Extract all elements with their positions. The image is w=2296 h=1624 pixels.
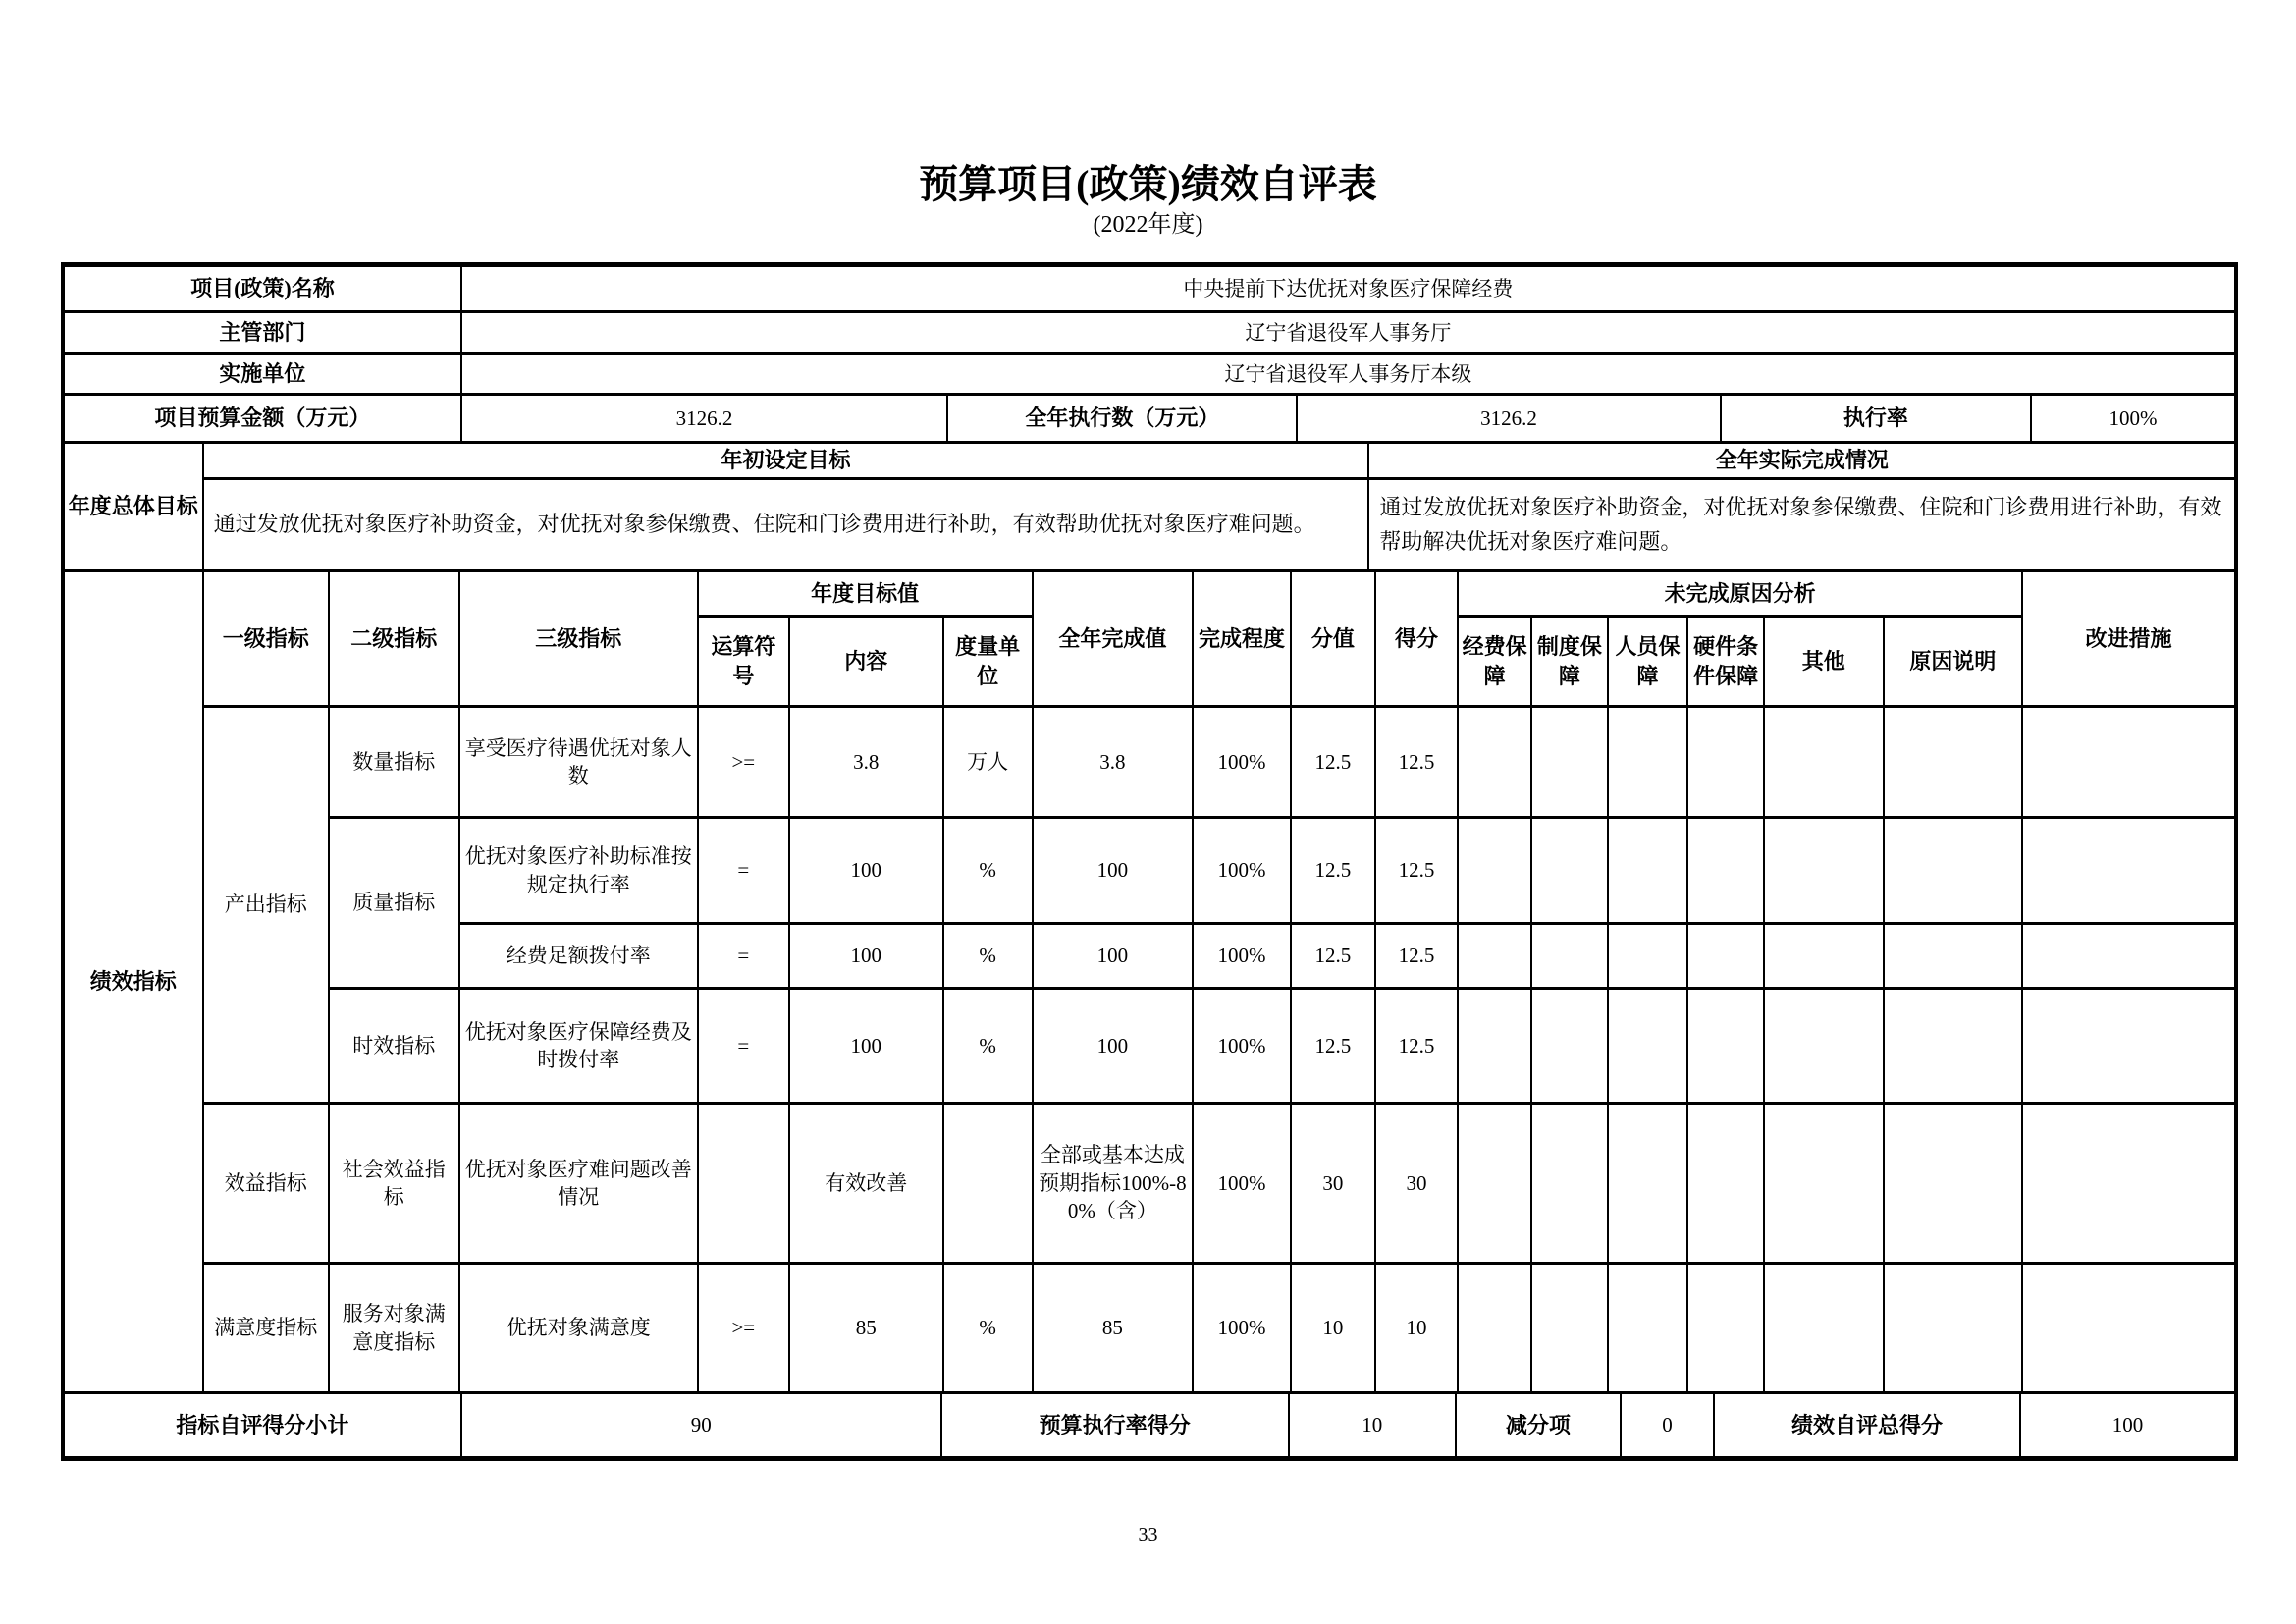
operator-value: >= <box>698 1264 789 1393</box>
empty-cell <box>1687 818 1763 924</box>
empty-cell <box>2022 1104 2235 1264</box>
empty-cell <box>1884 1264 2023 1393</box>
indicator-row-quality-1 <box>64 818 2235 924</box>
actual-value: 全部或基本达成预期指标100%-80%（含） <box>1033 1104 1194 1264</box>
empty-cell <box>1608 924 1688 989</box>
actual-value: 100 <box>1033 818 1194 924</box>
annual-execution-value: 3126.2 <box>1297 395 1720 443</box>
target-content: 有效改善 <box>789 1104 943 1264</box>
operator-value: = <box>698 924 789 989</box>
execution-rate-label: 执行率 <box>1721 395 2031 443</box>
level1-output: 产出指标 <box>203 707 329 1104</box>
unit-value <box>943 1104 1033 1264</box>
header-staff-guarantee: 人员保障 <box>1608 617 1688 707</box>
department-label: 主管部门 <box>64 312 461 354</box>
degree-value: 100% <box>1193 1104 1291 1264</box>
target-content: 3.8 <box>789 707 943 818</box>
level3-name: 优抚对象医疗补助标准按规定执行率 <box>459 818 698 924</box>
unit-value: % <box>943 989 1033 1104</box>
operator-value: = <box>698 818 789 924</box>
actual-completion-text: 通过发放优抚对象医疗补助资金，对优抚对象参保缴费、住院和门诊费用进行补助，有效帮助解决优抚对象医疗难问题。 <box>1368 479 2235 571</box>
level2-timeliness: 时效指标 <box>329 989 459 1104</box>
level2-quantity: 数量指标 <box>329 707 459 818</box>
summary-table <box>63 1391 2236 1459</box>
empty-cell <box>1531 1264 1607 1393</box>
empty-cell <box>1687 924 1763 989</box>
level3-name: 优抚对象医疗保障经费及时拨付率 <box>459 989 698 1104</box>
performance-indicators-label: 绩效指标 <box>64 571 203 1393</box>
empty-cell <box>1764 818 1884 924</box>
table-row <box>64 312 2235 354</box>
degree-value: 100% <box>1193 924 1291 989</box>
empty-cell <box>1531 1104 1607 1264</box>
unit-value: % <box>943 924 1033 989</box>
header-unit: 度量单位 <box>943 617 1033 707</box>
table-row <box>64 479 2235 571</box>
empty-cell <box>1884 924 2023 989</box>
empty-cell <box>1608 1264 1688 1393</box>
empty-cell <box>1687 989 1763 1104</box>
evaluation-table <box>61 262 2238 1461</box>
operator-value: >= <box>698 707 789 818</box>
indicators-table <box>63 569 2236 1394</box>
implementing-unit-value: 辽宁省退役军人事务厅本级 <box>461 354 2235 395</box>
score-value: 12.5 <box>1291 818 1375 924</box>
empty-cell <box>1531 818 1607 924</box>
annual-goal-table <box>63 441 2236 572</box>
indicator-row-satisfaction <box>64 1264 2235 1393</box>
header-improvement-measures: 改进措施 <box>2022 571 2235 707</box>
header-level2: 二级指标 <box>329 571 459 707</box>
got-value: 12.5 <box>1375 707 1458 818</box>
score-value: 30 <box>1291 1104 1375 1264</box>
indicators-header-row-1 <box>64 571 2235 617</box>
level3-name: 经费足额拨付率 <box>459 924 698 989</box>
header-reason-description: 原因说明 <box>1884 617 2023 707</box>
header-uncompleted-reason-group: 未完成原因分析 <box>1458 571 2022 617</box>
table-row <box>64 354 2235 395</box>
header-got-score: 得分 <box>1375 571 1458 707</box>
got-value: 10 <box>1375 1264 1458 1393</box>
annual-goal-label: 年度总体目标 <box>64 443 203 571</box>
actual-value: 85 <box>1033 1264 1194 1393</box>
level3-name: 享受医疗待遇优抚对象人数 <box>459 707 698 818</box>
indicator-row-quantity <box>64 707 2235 818</box>
actual-completion-header: 全年实际完成情况 <box>1368 443 2235 479</box>
empty-cell <box>1531 989 1607 1104</box>
header-system-guarantee: 制度保障 <box>1531 617 1607 707</box>
got-value: 12.5 <box>1375 818 1458 924</box>
page-subtitle: (2022年度) <box>1093 212 1203 238</box>
planned-goal-header: 年初设定目标 <box>203 443 1369 479</box>
empty-cell <box>1884 818 2023 924</box>
info-table <box>63 264 2236 396</box>
empty-cell <box>1687 707 1763 818</box>
unit-value: % <box>943 818 1033 924</box>
empty-cell <box>1764 707 1884 818</box>
empty-cell <box>2022 989 2235 1104</box>
empty-cell <box>2022 1264 2235 1393</box>
annual-execution-label: 全年执行数（万元） <box>947 395 1297 443</box>
project-name-label: 项目(政策)名称 <box>64 266 461 312</box>
got-value: 12.5 <box>1375 924 1458 989</box>
header-hardware-guarantee: 硬件条件保障 <box>1687 617 1763 707</box>
page-title: 预算项目(政策)绩效自评表 <box>919 162 1377 206</box>
empty-cell <box>1764 1264 1884 1393</box>
empty-cell <box>1884 989 2023 1104</box>
header-other: 其他 <box>1764 617 1884 707</box>
actual-value: 100 <box>1033 989 1194 1104</box>
empty-cell <box>2022 707 2235 818</box>
score-value: 10 <box>1291 1264 1375 1393</box>
empty-cell <box>2022 924 2235 989</box>
level2-quality: 质量指标 <box>329 818 459 989</box>
budget-table <box>63 393 2236 444</box>
operator-value: = <box>698 989 789 1104</box>
empty-cell <box>1531 707 1607 818</box>
header-fund-guarantee: 经费保障 <box>1458 617 1531 707</box>
empty-cell <box>1458 818 1531 924</box>
actual-value: 3.8 <box>1033 707 1194 818</box>
self-score-subtotal-label: 指标自评得分小计 <box>64 1393 461 1458</box>
level1-benefit: 效益指标 <box>203 1104 329 1264</box>
header-annual-target-group: 年度目标值 <box>698 571 1033 617</box>
deduction-label: 减分项 <box>1456 1393 1621 1458</box>
page-number: 33 <box>1138 1524 1158 1545</box>
indicator-row-timeliness <box>64 989 2235 1104</box>
level2-service-satisfaction: 服务对象满意度指标 <box>329 1264 459 1393</box>
level1-satisfaction: 满意度指标 <box>203 1264 329 1393</box>
header-annual-actual: 全年完成值 <box>1033 571 1194 707</box>
got-value: 12.5 <box>1375 989 1458 1104</box>
target-content: 100 <box>789 989 943 1104</box>
unit-value: % <box>943 1264 1033 1393</box>
level2-social-benefit: 社会效益指标 <box>329 1104 459 1264</box>
got-value: 30 <box>1375 1104 1458 1264</box>
operator-value <box>698 1104 789 1264</box>
empty-cell <box>1608 818 1688 924</box>
empty-cell <box>2022 818 2235 924</box>
header-content: 内容 <box>789 617 943 707</box>
total-self-score-value: 100 <box>2020 1393 2235 1458</box>
actual-value: 100 <box>1033 924 1194 989</box>
header-score: 分值 <box>1291 571 1375 707</box>
header-level1: 一级指标 <box>203 571 329 707</box>
target-content: 85 <box>789 1264 943 1393</box>
empty-cell <box>1531 924 1607 989</box>
empty-cell <box>1458 989 1531 1104</box>
planned-goal-text: 通过发放优抚对象医疗补助资金，对优抚对象参保缴费、住院和门诊费用进行补助，有效帮助优抚对象医疗难问题。 <box>203 479 1369 571</box>
department-value: 辽宁省退役军人事务厅 <box>461 312 2235 354</box>
self-score-subtotal-value: 90 <box>461 1393 941 1458</box>
summary-row <box>64 1393 2235 1458</box>
execution-rate-value: 100% <box>2031 395 2235 443</box>
empty-cell <box>1884 707 2023 818</box>
score-value: 12.5 <box>1291 924 1375 989</box>
execution-score-value: 10 <box>1289 1393 1456 1458</box>
deduction-value: 0 <box>1621 1393 1714 1458</box>
score-value: 12.5 <box>1291 989 1375 1104</box>
execution-score-label: 预算执行率得分 <box>941 1393 1289 1458</box>
empty-cell <box>1687 1264 1763 1393</box>
unit-value: 万人 <box>943 707 1033 818</box>
target-content: 100 <box>789 818 943 924</box>
target-content: 100 <box>789 924 943 989</box>
score-value: 12.5 <box>1291 707 1375 818</box>
empty-cell <box>1458 707 1531 818</box>
table-row <box>64 266 2235 312</box>
header-completion-degree: 完成程度 <box>1193 571 1291 707</box>
degree-value: 100% <box>1193 989 1291 1104</box>
table-row <box>64 443 2235 479</box>
degree-value: 100% <box>1193 818 1291 924</box>
empty-cell <box>1764 924 1884 989</box>
empty-cell <box>1687 1104 1763 1264</box>
implementing-unit-label: 实施单位 <box>64 354 461 395</box>
header-operator: 运算符号 <box>698 617 789 707</box>
degree-value: 100% <box>1193 707 1291 818</box>
empty-cell <box>1764 1104 1884 1264</box>
table-row <box>64 395 2235 443</box>
empty-cell <box>1764 989 1884 1104</box>
budget-amount-value: 3126.2 <box>461 395 947 443</box>
indicator-row-benefit <box>64 1104 2235 1264</box>
budget-amount-label: 项目预算金额（万元） <box>64 395 461 443</box>
project-name-value: 中央提前下达优抚对象医疗保障经费 <box>461 266 2235 312</box>
level3-name: 优抚对象医疗难问题改善情况 <box>459 1104 698 1264</box>
header-level3: 三级指标 <box>459 571 698 707</box>
total-self-score-label: 绩效自评总得分 <box>1714 1393 2020 1458</box>
empty-cell <box>1608 989 1688 1104</box>
empty-cell <box>1884 1104 2023 1264</box>
empty-cell <box>1608 707 1688 818</box>
empty-cell <box>1458 1104 1531 1264</box>
level3-name: 优抚对象满意度 <box>459 1264 698 1393</box>
degree-value: 100% <box>1193 1264 1291 1393</box>
empty-cell <box>1458 924 1531 989</box>
empty-cell <box>1608 1104 1688 1264</box>
empty-cell <box>1458 1264 1531 1393</box>
